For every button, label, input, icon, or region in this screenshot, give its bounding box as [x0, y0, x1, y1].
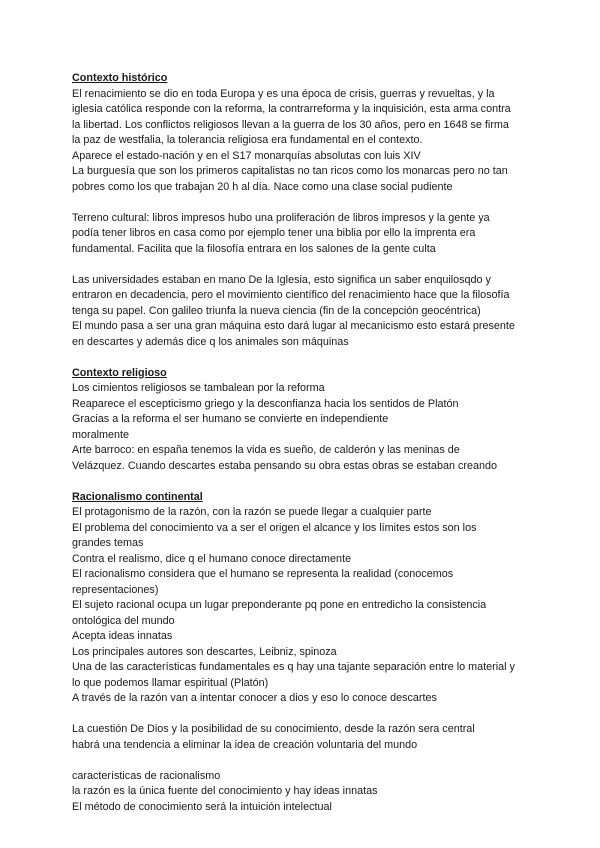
spacer — [72, 195, 542, 211]
text-line: ontológica del mundo — [72, 614, 175, 627]
text-line: grandes temas — [72, 537, 144, 549]
text-line: representaciones) — [72, 583, 159, 596]
document-content — [72, 71, 542, 815]
text-line: pobres como los que trabajan 20 h al día. Nace como una clase social pudiente — [72, 180, 453, 193]
paragraph-caracteristicas — [72, 769, 542, 816]
paragraph-contexto-historico — [72, 87, 542, 196]
spacer — [72, 474, 542, 490]
paragraph-cuestion-de-dios — [72, 722, 542, 753]
spacer — [72, 707, 542, 723]
text-line: iglesia católica responde con la reforma, la contrarreforma y la inquisición, esta arma contra — [72, 103, 511, 115]
text-line: El sujeto racional ocupa un lugar preponderante pq pone en entredicho la consistencia — [72, 599, 487, 611]
text-line: moralmente — [72, 428, 130, 441]
text-line: podía tener libros en casa como por ejemplo tener una biblia por ello la imprenta era — [72, 227, 476, 239]
text-line: El protagonismo de la razón, con la razón se puede llegar a cualquier parte — [72, 506, 432, 518]
text-line: La burguesía que son los primeros capitalistas no tan ricos como los monarcas pero no tan — [72, 165, 508, 177]
text-line: La cuestión De Dios y la posibilidad de su conocimiento, desde la razón sera central — [72, 723, 475, 735]
paragraph-universidades — [72, 273, 542, 351]
text-line: Acepta ideas innatas — [72, 630, 173, 642]
heading-contexto-historico: Contexto histórico — [72, 72, 168, 84]
text-line: entraron en decadencia, pero el movimiento científico del renacimiento hace que la filosofía — [72, 289, 510, 301]
paragraph-terreno-cultural — [72, 211, 542, 258]
text-line: El problema del conocimiento va a ser el origen el alcance y los límites estos son los — [72, 521, 477, 534]
text-line: El método de conocimiento será la intuición intelectual — [72, 800, 332, 813]
text-line: Terreno cultural: libros impresos hubo una proliferación de libros impresos y la gente ya — [72, 211, 490, 224]
paragraph-contexto-religioso — [72, 381, 542, 474]
spacer — [72, 257, 542, 273]
heading-racionalismo-continental: Racionalismo continental — [72, 490, 203, 503]
text-line: El renacimiento se dio en toda Europa y es una época de crisis, guerras y revueltas, y la — [72, 87, 495, 100]
text-line: A través de la razón van a intentar conocer a dios y eso lo conoce descartes — [72, 692, 437, 704]
text-line: Las universidades estaban en mano De la Iglesia, esto significa un saber enquilosqdo y — [72, 273, 491, 286]
text-line: Aparece el estado-nación y en el S17 monarquías absolutas con luis XIV — [72, 149, 421, 162]
paragraph-racionalismo — [72, 505, 542, 707]
spacer — [72, 350, 542, 366]
text-line: la paz de westfalia, la tolerancia religiosa era fundamental en el contexto. — [72, 134, 423, 146]
text-line: Los principales autores son descartes, Leibniz, spinoza — [72, 645, 337, 658]
text-line: la razón es la única fuente del conocimiento y hay ideas innatas — [72, 785, 378, 797]
text-line: Reaparece el escepticismo griego y la desconfianza hacia los sentidos de Platón — [72, 397, 459, 410]
heading-contexto-religioso: Contexto religioso — [72, 366, 167, 379]
text-line: Los cimientos religiosos se tambalean por la reforma — [72, 382, 325, 394]
text-line: lo que podemos llamar espiritual (Platón) — [72, 676, 269, 689]
text-line: Contra el realismo, dice q el humano conoce directamente — [72, 552, 352, 565]
text-line: tenga su papel. Con galileo triunfa la nueva ciencia (fin de la concepción geocéntrica) — [72, 304, 481, 317]
text-line: El mundo pasa a ser una gran máquina esto dará lugar al mecanicismo esto estará presente — [72, 320, 515, 332]
text-line: en descartes y además dice q los animales son máquinas — [72, 335, 349, 348]
spacer — [72, 753, 542, 769]
text-line: Velázquez. Cuando descartes estaba pensando su obra estas obras se estaban creando — [72, 459, 497, 472]
text-line: habrá una tendencia a eliminar la idea de creación voluntaria del mundo — [72, 738, 418, 751]
text-line: Arte barroco: en españa tenemos la vida es sueño, de calderón y las meninas de — [72, 444, 460, 456]
text-line: características de racionalismo — [72, 769, 221, 782]
text-line: El racionalismo considera que el humano se representa la realidad (conocemos — [72, 568, 454, 580]
text-line: Una de las características fundamentales es q hay una tajante separación entre lo material y — [72, 661, 515, 673]
text-line: fundamental. Facilita que la filosofía entrara en los salones de la gente culta — [72, 242, 436, 255]
text-line: Gracias a la reforma el ser humano se convierte en independiente — [72, 413, 389, 425]
text-line: la libertad. Los conflictos religiosos llevan a la guerra de los 30 años, pero en 1648 se firma — [72, 118, 509, 131]
